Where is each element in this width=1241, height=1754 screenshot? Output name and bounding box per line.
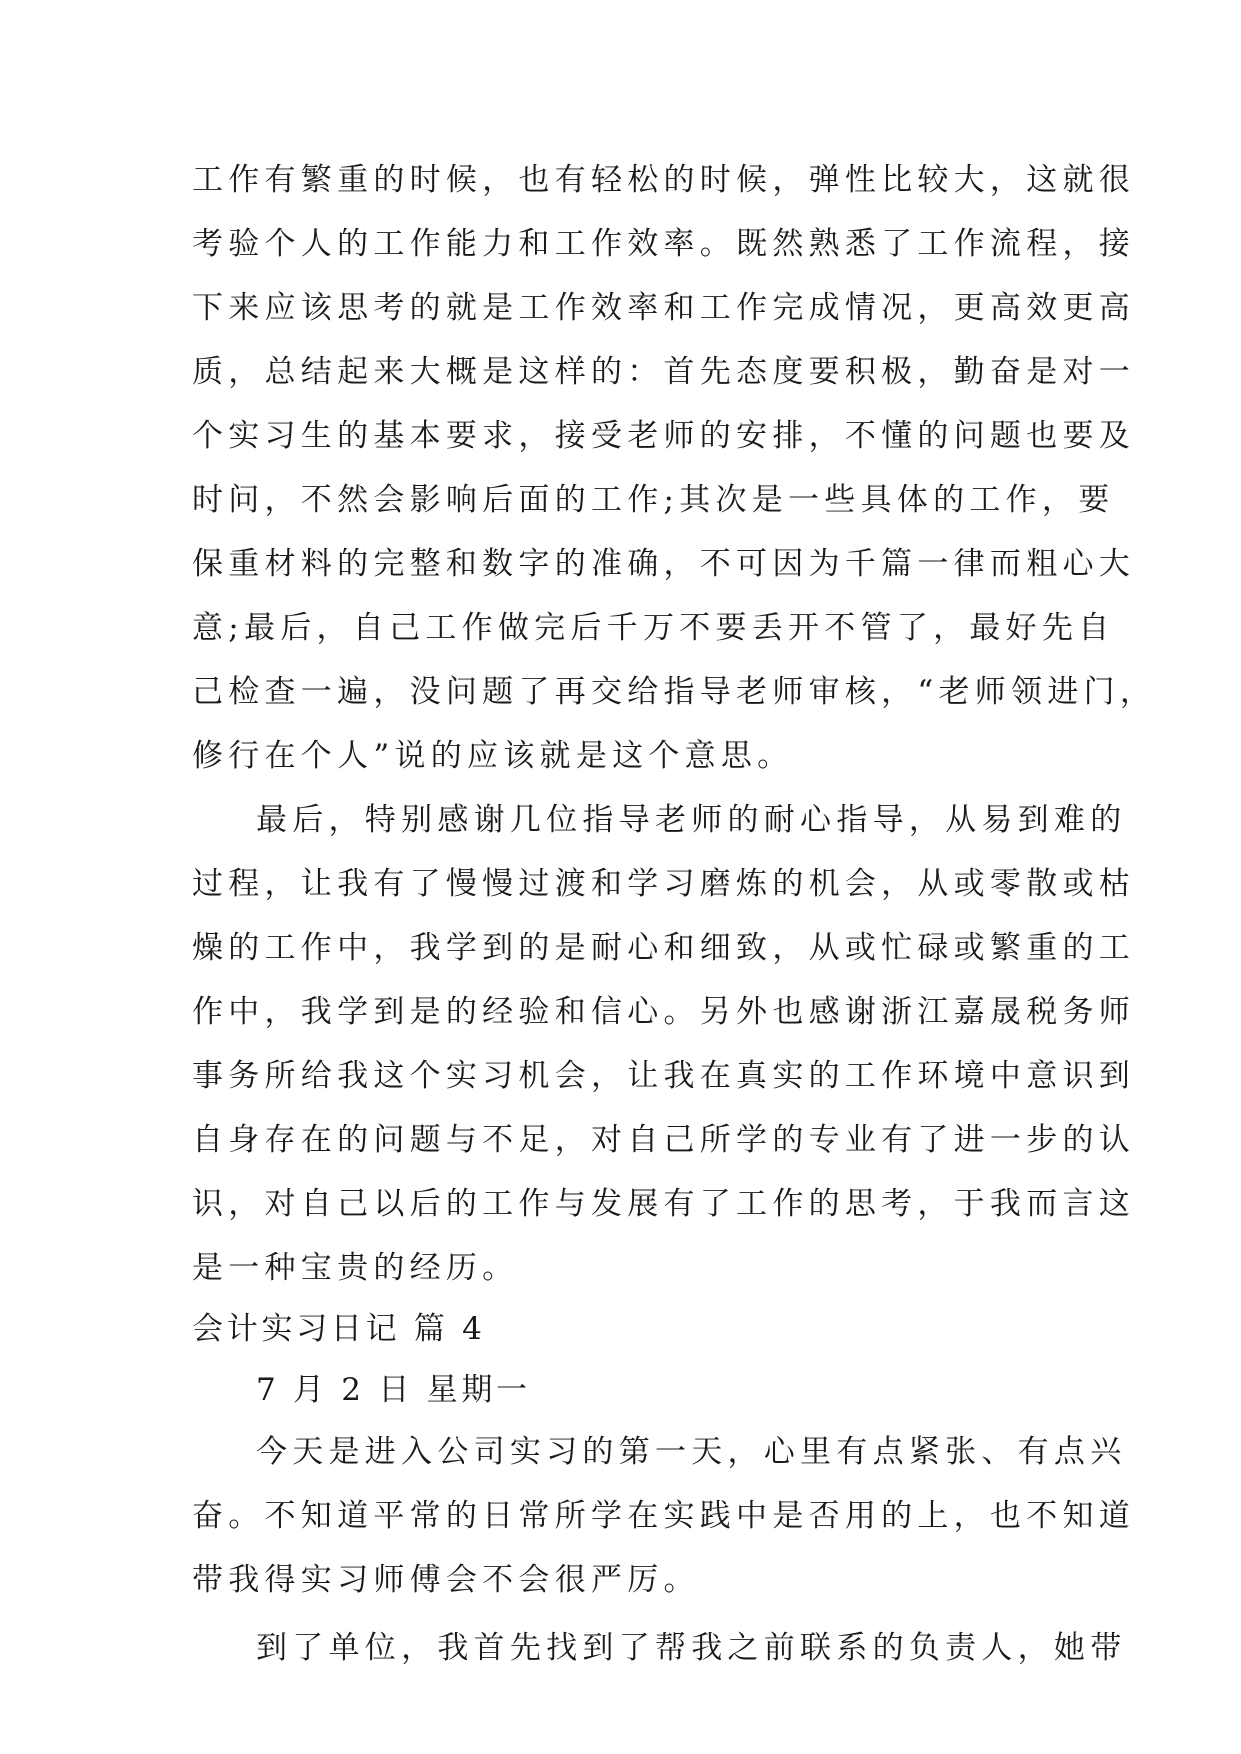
paragraph-first-line: 最后，特别感谢几位指导老师的耐心指导，从易到难的 [256, 802, 1127, 838]
body-text-line: 过程，让我有了慢慢过渡和学习磨炼的机会，从或零散或枯 [192, 866, 1136, 902]
body-text-line: 是一种宝贵的经历。 [192, 1250, 519, 1286]
body-text-line: 自身存在的问题与不足，对自己所学的专业有了进一步的认 [192, 1122, 1136, 1158]
body-text-line: 己检查一遍，没问题了再交给指导老师审核，“老师领进门， [192, 674, 1157, 710]
body-text-line: 下来应该思考的就是工作效率和工作完成情况，更高效更高 [192, 290, 1136, 326]
body-text-line: 燥的工作中，我学到的是耐心和细致，从或忙碌或繁重的工 [192, 930, 1136, 966]
section-heading: 会计实习日记 篇 4 [192, 1311, 486, 1347]
body-text-line: 保重材料的完整和数字的准确，不可因为千篇一律而粗心大 [192, 546, 1136, 582]
body-text-line: 意;最后，自己工作做完后千万不要丢开不管了，最好先自 [192, 610, 1115, 646]
body-text-line: 个实习生的基本要求，接受老师的安排，不懂的问题也要及 [192, 418, 1136, 454]
body-text-line: 奋。不知道平常的日常所学在实践中是否用的上，也不知道 [192, 1498, 1136, 1534]
body-text-line: 作中，我学到是的经验和信心。另外也感谢浙江嘉晟税务师 [192, 994, 1136, 1030]
body-text-line: 质，总结起来大概是这样的：首先态度要积极，勤奋是对一 [192, 354, 1136, 390]
body-text-line: 事务所给我这个实习机会，让我在真实的工作环境中意识到 [192, 1058, 1136, 1094]
body-text-line: 时问，不然会影响后面的工作;其次是一些具体的工作，要 [192, 482, 1115, 518]
body-text-line: 工作有繁重的时候，也有轻松的时候，弹性比较大，这就很 [192, 162, 1136, 198]
body-text-line: 修行在个人”说的应该就是这个意思。 [192, 738, 794, 774]
paragraph-first-line: 今天是进入公司实习的第一天，心里有点紧张、有点兴 [256, 1434, 1127, 1470]
paragraph-first-line: 到了单位，我首先找到了帮我之前联系的负责人，她带 [256, 1630, 1127, 1666]
entry-date: 7 月 2 日 星期一 [256, 1372, 531, 1408]
body-text-line: 识，对自己以后的工作与发展有了工作的思考，于我而言这 [192, 1186, 1136, 1222]
body-text-line: 带我得实习师傅会不会很严厉。 [192, 1562, 700, 1598]
body-text-line: 考验个人的工作能力和工作效率。既然熟悉了工作流程，接 [192, 226, 1136, 262]
